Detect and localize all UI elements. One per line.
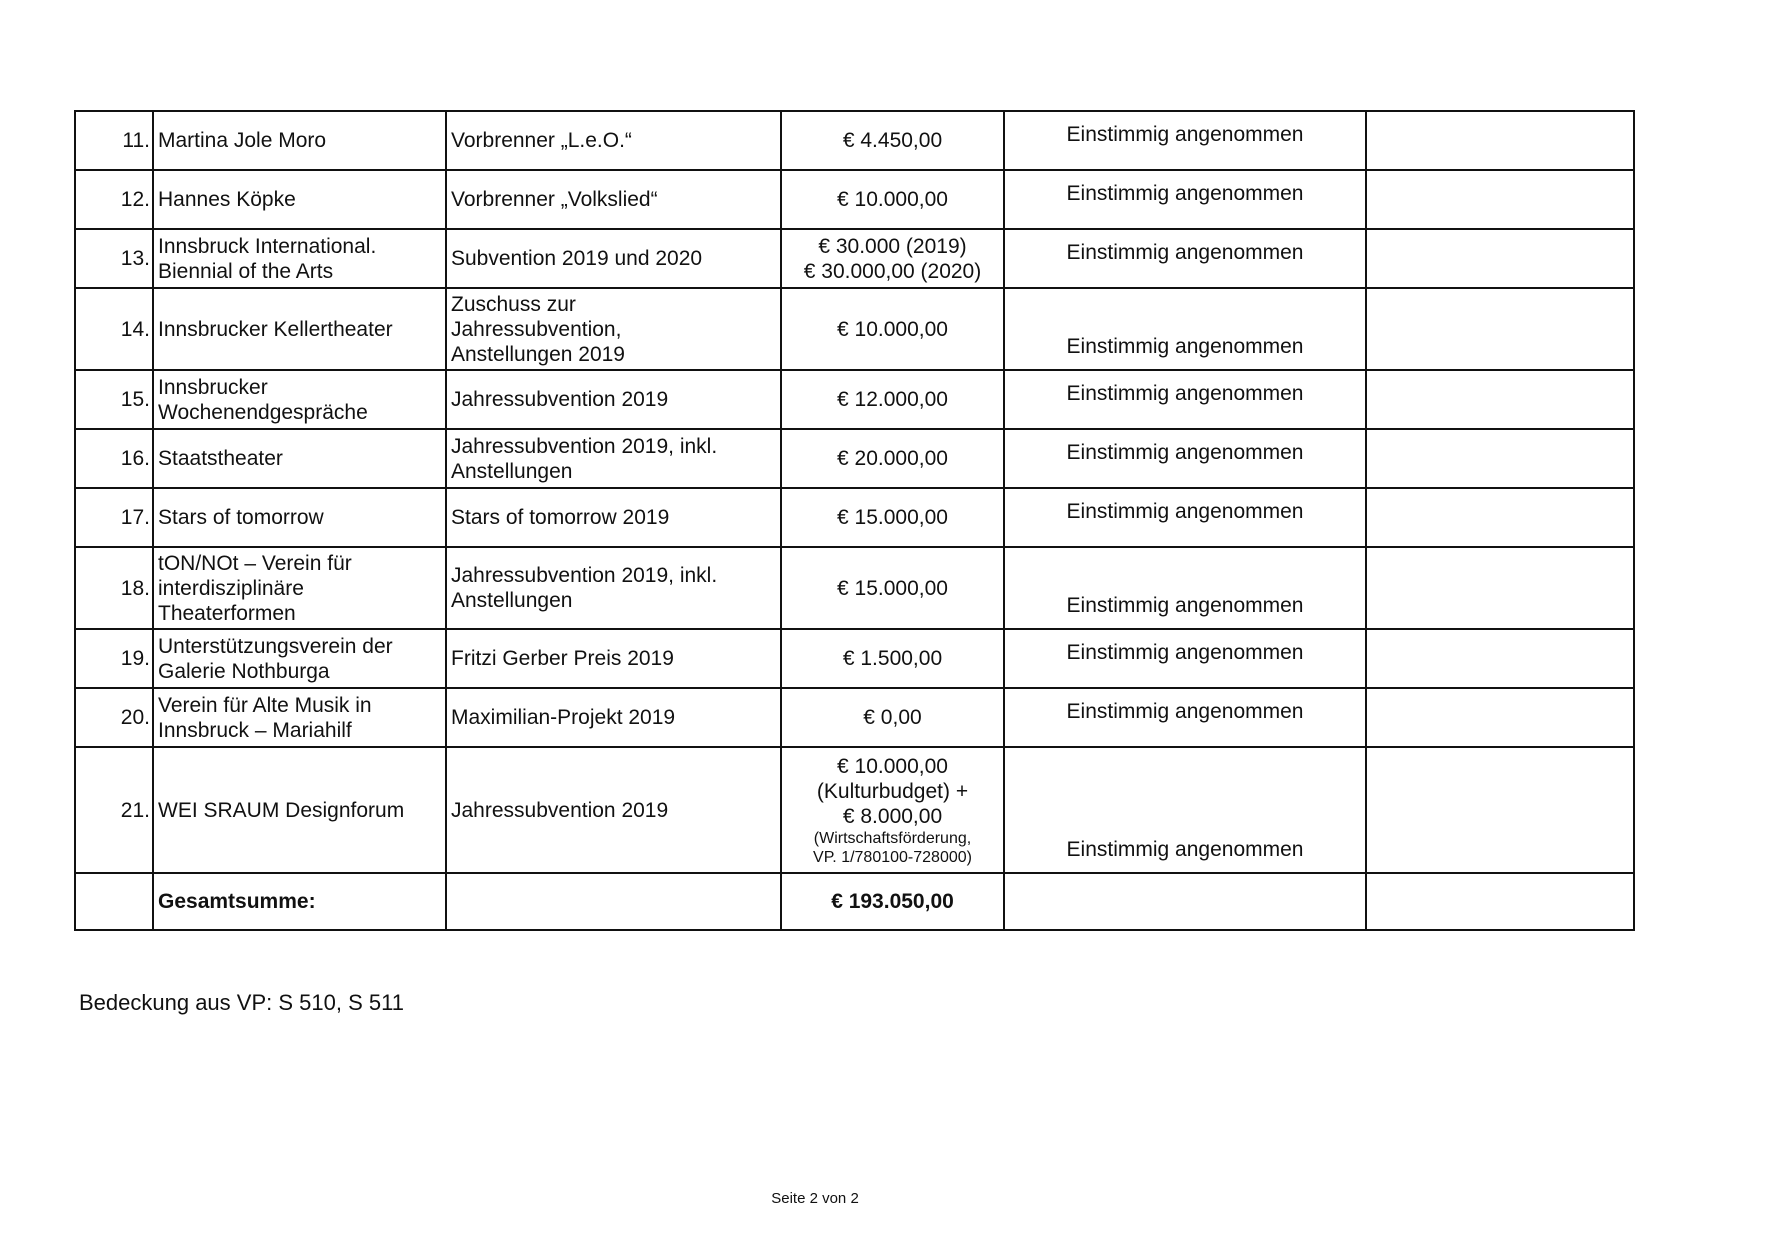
project-description xyxy=(446,170,781,229)
row-number: 14. xyxy=(75,288,153,370)
recipient-name xyxy=(153,547,446,629)
amount xyxy=(781,688,1004,747)
cell-text-line: Vorbrenner „L.e.O.“ xyxy=(451,129,632,152)
recipient-name xyxy=(153,429,446,488)
recipient-name xyxy=(153,170,446,229)
cell-text-line: Subvention 2019 und 2020 xyxy=(451,247,703,270)
cell-text-line: € 10.000,00 xyxy=(837,188,948,211)
cell-text-line: Stars of tomorrow xyxy=(158,506,324,529)
amount xyxy=(781,288,1004,370)
project-description xyxy=(446,370,781,429)
remarks-cell xyxy=(1366,747,1634,873)
cell-text-line: Galerie Nothburga xyxy=(158,659,330,683)
cell-text-line: Jahressubvention 2019 xyxy=(451,388,669,411)
row-number: 20. xyxy=(75,688,153,747)
grants-table xyxy=(74,110,1635,931)
decision-status: Einstimmig angenommen xyxy=(1004,229,1366,288)
row-number: 18. xyxy=(75,547,153,629)
total-label: Gesamtsumme: xyxy=(153,873,446,930)
table-row xyxy=(75,429,1634,488)
cell-text-line: Innsbrucker Kellertheater xyxy=(158,317,393,341)
amount xyxy=(781,111,1004,170)
table-row xyxy=(75,170,1634,229)
cell-text-line: Hannes Köpke xyxy=(158,188,296,211)
recipient-name xyxy=(153,688,446,747)
cell-text-line: € 15.000,00 xyxy=(837,506,948,529)
recipient-name xyxy=(153,629,446,688)
cell-text-line: Martina Jole Moro xyxy=(158,129,327,152)
amount xyxy=(781,429,1004,488)
remarks-cell xyxy=(1366,488,1634,547)
project-description xyxy=(446,229,781,288)
decision-status: Einstimmig angenommen xyxy=(1004,170,1366,229)
cell-text-line: Theaterformen xyxy=(158,601,296,625)
remarks-cell xyxy=(1366,288,1634,370)
cell-text-line: € 0,00 xyxy=(863,706,922,729)
project-description xyxy=(446,429,781,488)
cell-text-line: Maximilian-Projekt 2019 xyxy=(451,706,676,729)
row-number: 19. xyxy=(75,629,153,688)
row-number: 16. xyxy=(75,429,153,488)
cell-text-line: Anstellungen xyxy=(451,459,573,483)
remarks-cell xyxy=(1366,111,1634,170)
table-row xyxy=(75,370,1634,429)
cell-text-line: Jahressubvention 2019 xyxy=(451,798,669,822)
cell-text-line: € 4.450,00 xyxy=(842,129,943,152)
amount xyxy=(781,488,1004,547)
cell-text-line: € 20.000,00 xyxy=(837,447,948,470)
cell-text-line: Jahressubvention, xyxy=(451,317,622,341)
remarks-cell xyxy=(1366,688,1634,747)
amount xyxy=(781,547,1004,629)
empty-cell xyxy=(1366,873,1634,930)
cell-text-line: (Wirtschaftsförderung, xyxy=(813,829,972,847)
amount xyxy=(781,747,1004,873)
project-description xyxy=(446,488,781,547)
project-description xyxy=(446,747,781,873)
empty-cell xyxy=(75,873,153,930)
project-description xyxy=(446,688,781,747)
cell-text-line: € 15.000,00 xyxy=(837,576,948,600)
cell-text-line: Anstellungen 2019 xyxy=(451,342,625,366)
amount xyxy=(781,370,1004,429)
empty-cell xyxy=(446,873,781,930)
recipient-name xyxy=(153,229,446,288)
total-row xyxy=(75,873,1634,930)
cell-text-line: Jahressubvention 2019, inkl. xyxy=(451,564,718,587)
cell-text-line: Verein für Alte Musik in xyxy=(158,693,372,717)
cell-text-line: interdisziplinäre xyxy=(158,576,304,600)
table-row xyxy=(75,288,1634,370)
recipient-name xyxy=(153,488,446,547)
cell-text-line: WEI SRAUM Designforum xyxy=(158,798,405,822)
empty-cell xyxy=(1004,873,1366,930)
project-description xyxy=(446,629,781,688)
decision-status: Einstimmig angenommen xyxy=(1004,629,1366,688)
decision-status: Einstimmig angenommen xyxy=(1004,111,1366,170)
recipient-name xyxy=(153,747,446,873)
cell-text-line: € 12.000,00 xyxy=(837,388,948,411)
cell-text-line: € 30.000 (2019) xyxy=(818,234,967,258)
cell-text-line: Vorbrenner „Volkslied“ xyxy=(451,188,658,211)
table-row xyxy=(75,229,1634,288)
table-row xyxy=(75,547,1634,629)
amount xyxy=(781,229,1004,288)
amount xyxy=(781,629,1004,688)
table-row xyxy=(75,747,1634,873)
cell-text-line: (Kulturbudget) + xyxy=(816,779,969,803)
remarks-cell xyxy=(1366,547,1634,629)
cell-text-line: Anstellungen xyxy=(451,589,573,612)
cell-text-line: Wochenendgespräche xyxy=(158,400,368,424)
cell-text-line: Staatstheater xyxy=(158,447,283,470)
cell-text-line: € 10.000,00 xyxy=(837,317,948,341)
recipient-name xyxy=(153,111,446,170)
decision-status: Einstimmig angenommen xyxy=(1004,288,1366,370)
amount xyxy=(781,170,1004,229)
table-row xyxy=(75,688,1634,747)
recipient-name xyxy=(153,288,446,370)
coverage-note: Bedeckung aus VP: S 510, S 511 xyxy=(79,990,404,1015)
project-description xyxy=(446,547,781,629)
cell-text-line: Biennial of the Arts xyxy=(158,259,334,283)
decision-status: Einstimmig angenommen xyxy=(1004,547,1366,629)
row-number: 13. xyxy=(75,229,153,288)
cell-text-line: Innsbruck – Mariahilf xyxy=(158,718,352,742)
remarks-cell xyxy=(1366,429,1634,488)
decision-status: Einstimmig angenommen xyxy=(1004,688,1366,747)
project-description xyxy=(446,111,781,170)
decision-status: Einstimmig angenommen xyxy=(1004,488,1366,547)
remarks-cell xyxy=(1366,629,1634,688)
decision-status: Einstimmig angenommen xyxy=(1004,429,1366,488)
recipient-name xyxy=(153,370,446,429)
page-number-footer: Seite 2 von 2 xyxy=(771,1190,859,1207)
cell-text-line: VP. 1/780100-728000) xyxy=(813,848,972,866)
row-number: 15. xyxy=(75,370,153,429)
remarks-cell xyxy=(1366,370,1634,429)
cell-text-line: € 8.000,00 xyxy=(842,804,943,828)
cell-text-line: Innsbruck International. xyxy=(158,234,377,258)
table-row xyxy=(75,111,1634,170)
cell-text-line: Innsbrucker xyxy=(158,375,268,399)
table-row xyxy=(75,629,1634,688)
cell-text-line: € 1.500,00 xyxy=(842,647,943,670)
cell-text-line: Zuschuss zur xyxy=(451,292,576,316)
total-amount: € 193.050,00 xyxy=(781,873,1004,930)
cell-text-line: Jahressubvention 2019, inkl. xyxy=(451,434,718,458)
project-description xyxy=(446,288,781,370)
row-number: 17. xyxy=(75,488,153,547)
row-number: 11. xyxy=(75,111,153,170)
table-row xyxy=(75,488,1634,547)
cell-text-line: Unterstützungsverein der xyxy=(158,634,393,658)
cell-text-line: € 30.000,00 (2020) xyxy=(803,259,982,283)
decision-status: Einstimmig angenommen xyxy=(1004,370,1366,429)
decision-status: Einstimmig angenommen xyxy=(1004,747,1366,873)
row-number: 21. xyxy=(75,747,153,873)
cell-text-line: € 10.000,00 xyxy=(837,754,948,778)
cell-text-line: tON/NOt – Verein für xyxy=(158,551,352,575)
row-number: 12. xyxy=(75,170,153,229)
remarks-cell xyxy=(1366,170,1634,229)
remarks-cell xyxy=(1366,229,1634,288)
cell-text-line: Fritzi Gerber Preis 2019 xyxy=(451,647,674,670)
cell-text-line: Stars of tomorrow 2019 xyxy=(451,506,670,529)
